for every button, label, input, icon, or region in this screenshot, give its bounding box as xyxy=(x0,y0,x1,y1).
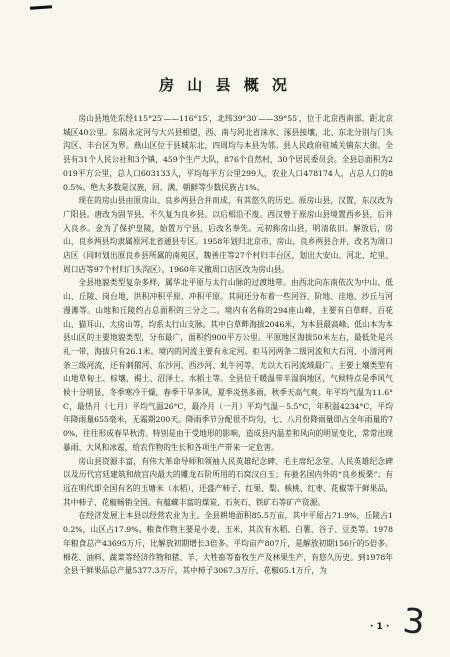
paragraph-geography: 全县地貌类型复杂多样，属华北平原与太行山脉的过渡地带。由西北向东南依次为中山、低山、丘陵、岗台地、洪积冲积平原、冲积平原。其间还分布着一些河谷、阶地、洼地、沙丘与河漫滩等。山地和丘陵约占总面积的三分之二。境内有名称的294座山峰，主要有白草畔、百花山、猫耳山、大房山等，均系太行山支脉。其中白草畔海拔2046米，为本县最高峰。低山本为本县山区的主要地貌类型，分布最广，面积约900平方公里。平原地区海拔50米左右，最低处是兴礼一带，海拔只有26.1米。境内的河流主要有永定河、拒马河两条二级河流和大石河、小清河两条三级河流，还有刺猬河、东沙河、西沙河、虬牛河等，尤以大石河流域最广。主要土壤类型有山地草甸土、棕壤、褐土、沼泽土、水稻土等。全县位于暖温带半湿润地区，气候特点是季风气候十分明显，冬季寒冷干燥，春季干旱多风，夏季炎热多雨，秋季天高气爽。年平均气温为11.6°C，最热月（七月）平均气温26°C，最冷月（一月）平均气温－5.5°C，年积温4234°C，平均年降雨量655毫米，无霜期200天。降雨季节分配很不均匀，七、八月份降雨量即占全年雨量的70%，往往形成春旱秋涝。特别是由于受地形的影响，造成县内温差和风向的明显变化，常常出现暴雨、大风和冰雹，给农作物的生长和各项生产带来一定危害。 xyxy=(63,278,393,452)
body-text xyxy=(63,112,393,578)
corner-ink-mark xyxy=(30,5,52,10)
paragraph-resources: 房山县资源丰富，有伟大革命导师和领袖人民英雄纪念碑、毛主席纪念堂、人民英雄纪念碑以及历代宫廷建筑和故宫内最大的雕龙石阶所用的石窝汉白玉；有驰名国内外的“良乡板栗”；有远在明代即全国有名的玉塘米（水稻），还盛产柿子、红果、梨、核桃、红枣、花椒等干鲜果品，其中柿子、花椒畅销全国。有蕴藏丰富的煤炭、石灰石、铁矿石等矿产资源。 xyxy=(63,456,393,507)
page-number: · 1 · xyxy=(370,622,390,632)
paragraph-location: 房山县地处东经115°25′——116°15′，北纬39°30′——39°55′，位于北京西南部，距北京城区40公里。东隔永定河与大兴县相望，西、南与河北省涞水、涿县接壤，北、东北分别与门头沟区、丰台区为界。燕山区位于县城东北，四周均与本县为邻。县人民政府驻城关镇东大街。全县有31个人民公社和3个镇，459个生产大队，876个自然村，30个居民委员会。全县总面积为2019平方公里，总人口603133人，平均每平方公里299人，农业人口478174人，占总人口的80.5%。绝大多数是汉族，回、满、朝鲜等少数民族占1%。 xyxy=(63,114,393,192)
paragraph-economy: 在经济发展上本县以经营农业为主。全县耕地面积85.5万亩，其中平原占71.9%，丘陵占10.2%，山区占17.9%。粮食作物主要是小麦、玉米，其次有水稻、白薯、谷子、豆类等。1978年粮食总产43695万斤，比解放初期增长3倍多。平均亩产807斤，是解放初期156斤的5倍多。棉花、油料、蔬菜等经济作物和猪、羊、大牲畜等畜牧生产及林果生产，有悠久历史。到1978年全县干鲜果品总产量5377.3万斤，其中柿子3067.3万斤，花椒65.1万斤，为 xyxy=(63,511,393,576)
handwritten-mark: 3 xyxy=(400,600,427,644)
paragraph-history: 现在的房山县由原房山、良乡两县合并而成，有其悠久的历史。原房山县，汉置，东汉改为广阳县。唐改为固节县，不久复为良乡县。以后相沿不废。西汉曾于原房山县境置西乡县，后并入良乡。金为了保护皇陵，始置万宁县，后改名奉先。元初称房山县，明清依旧。解放后，房山、良乡两县均隶属原河北省通县专区。1958年划归北京市，房山、良乡两县合并，改名为周口店区（同时划出原良乡县所属的南苑区，魏善庄等27个村归丰台区，划出大安山、河北、坨里、周口店等97个村归门头沟区）。1960年又撤周口店区改为房山县。 xyxy=(63,196,393,274)
page-title: 房 山 县 概 况 xyxy=(159,76,291,94)
